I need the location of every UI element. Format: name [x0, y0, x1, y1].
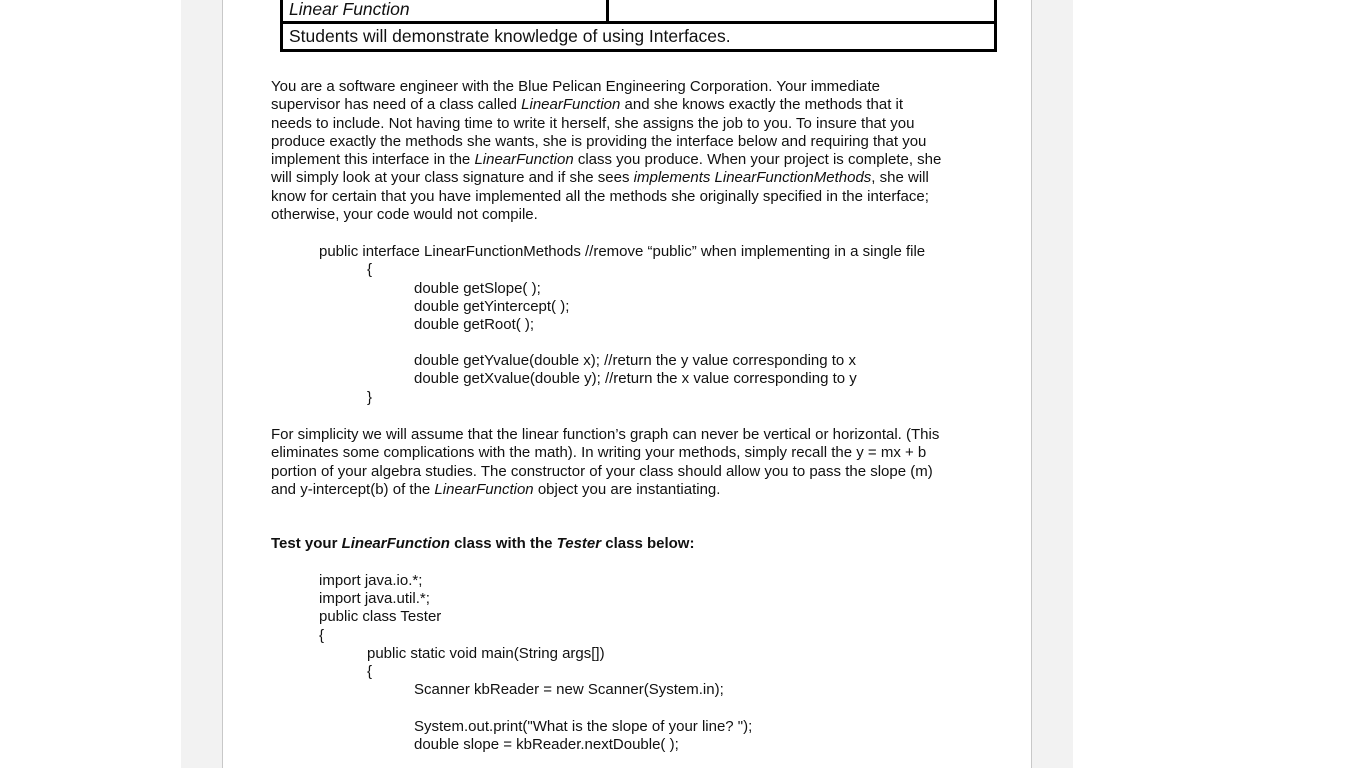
code-line: double getSlope( );: [414, 280, 541, 297]
code-line: double getYintercept( );: [414, 298, 570, 315]
text-line: otherwise, your code would not compile.: [271, 206, 538, 224]
code-line: double getXvalue(double y); //return the x value corresponding to y: [414, 370, 857, 387]
text-line: eliminates some complications with the math). In writing your methods, simply recall the y = mx + b: [271, 444, 927, 462]
table-row: [283, 21, 994, 49]
code-line: import java.io.*;: [319, 572, 423, 589]
text-line: produce exactly the methods she wants, she is providing the interface below and requiring that you: [271, 132, 927, 150]
code-line: public interface LinearFunctionMethods //remove “public” when implementing in a single file: [319, 243, 926, 260]
text-line: know for certain that you have implemented all the methods she originally specified in the interface;: [271, 187, 929, 205]
code-line: Scanner kbReader = new Scanner(System.in);: [414, 681, 724, 698]
table-cell-value: [609, 0, 994, 21]
table-cell-objective: Students will demonstrate knowledge of using Interfaces.: [289, 26, 731, 46]
text-line: For simplicity we will assume that the linear function’s graph can never be vertical or horizontal. (This: [271, 426, 940, 443]
code-line: double getYvalue(double x); //return the y value corresponding to x: [414, 352, 856, 369]
text-line: supervisor has need of a class called LinearFunction and she knows exactly the methods that it: [271, 96, 904, 114]
document-page: [222, 0, 1032, 768]
info-table: [280, 0, 997, 52]
text-line: and y-intercept(b) of the LinearFunction object you are instantiating.: [271, 480, 721, 498]
text-line: will simply look at your class signature and if she sees implements LinearFunctionMethods, she will: [271, 169, 929, 187]
code-line: }: [367, 389, 373, 406]
table-row: [283, 0, 994, 21]
simplicity-paragraph: [271, 426, 991, 499]
tester-heading: Test your LinearFunction class with the Tester class below:: [271, 535, 695, 552]
text-line: You are a software engineer with the Blue Pelican Engineering Corporation. Your immediate: [271, 78, 880, 95]
code-line: public static void main(String args[]): [367, 645, 605, 662]
code-line: {: [367, 663, 373, 680]
code-line: double getRoot( );: [414, 316, 535, 333]
intro-paragraph: [271, 78, 991, 224]
code-line: double slope = kbReader.nextDouble( );: [414, 736, 679, 753]
text-line: needs to include. Not having time to write it herself, she assigns the job to you. To insure that you: [271, 114, 915, 132]
code-line: {: [319, 627, 325, 644]
code-line: import java.util.*;: [319, 590, 430, 607]
code-line: System.out.print("What is the slope of your line? ");: [414, 718, 753, 735]
code-line: {: [367, 261, 373, 278]
table-cell-label: Linear Function: [283, 0, 609, 21]
text-line: implement this interface in the LinearFunction class you produce. When your project is complete, she: [271, 151, 942, 169]
code-line: public class Tester: [319, 608, 442, 625]
text-line: portion of your algebra studies. The constructor of your class should allow you to pass the slope (m): [271, 462, 933, 480]
